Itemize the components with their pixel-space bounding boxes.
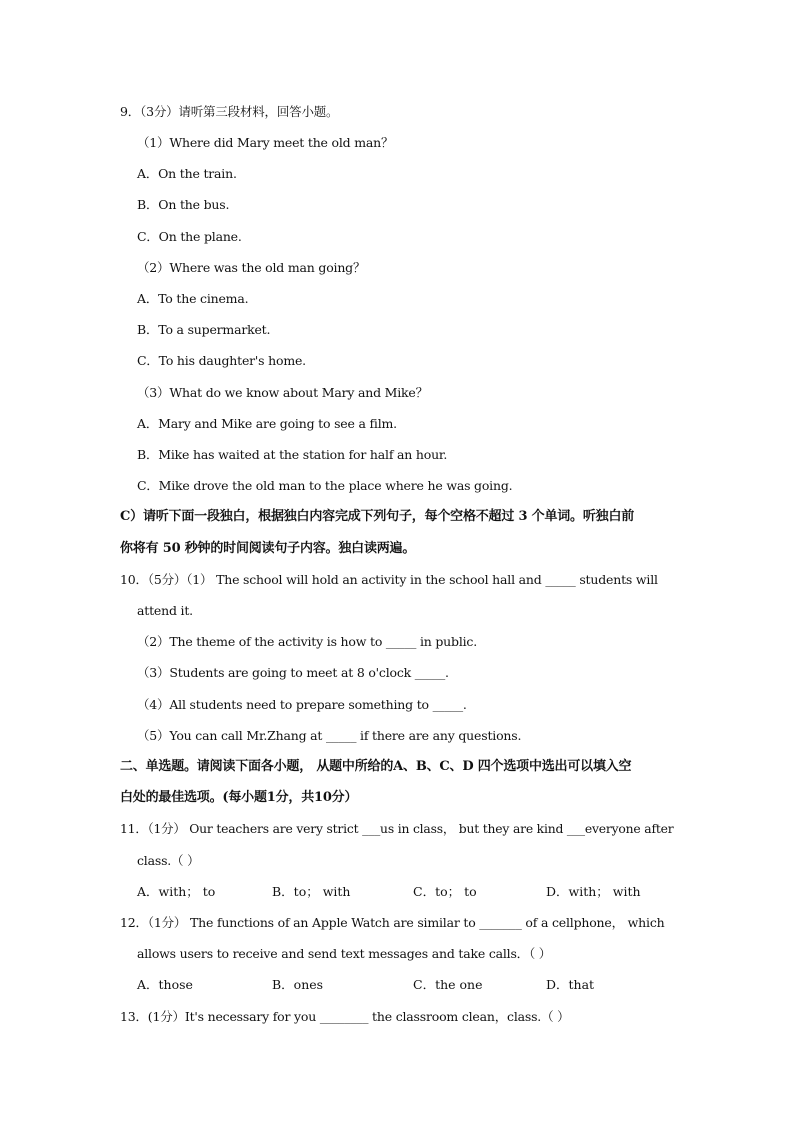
q12-option-c: C．the one bbox=[413, 977, 483, 992]
section-2-instruction-line1: 二、单选题。请阅读下面各小题， 从题中所给的A、B、C、D 四个选项中选出可以填入空 bbox=[120, 759, 632, 774]
q9-sub3-option-b: B．Mike has waited at the station for half an hour. bbox=[137, 447, 448, 462]
section-c-instruction-line2: 你将有 50 秒钟的时间阅读句子内容。独白读两遍。 bbox=[120, 541, 416, 556]
q9-sub1-option-b: B．On the bus. bbox=[137, 197, 230, 212]
q9-sub1-question: （1）Where did Mary meet the old man？ bbox=[137, 135, 394, 150]
q9-sub2-option-a: A．To the cinema. bbox=[137, 291, 249, 306]
q10-item-4: （4）All students need to prepare something to _____. bbox=[137, 697, 467, 712]
q10-item-3: （3）Students are going to meet at 8 o'clock _____. bbox=[137, 665, 449, 680]
q11-line2: class.（ ） bbox=[137, 853, 200, 868]
q9-sub2-question: （2）Where was the old man going？ bbox=[137, 260, 366, 275]
q12-line1: 12．（1分） The functions of an Apple Watch are similar to _______ of a cellphone， which bbox=[120, 915, 665, 930]
q11-option-d: D．with； with bbox=[546, 884, 641, 899]
q12-option-b: B．ones bbox=[272, 977, 324, 992]
q11-option-c: C．to； to bbox=[413, 884, 477, 899]
q13-line1: 13．(1分）It's necessary for you ________ the classroom clean，class.（ ） bbox=[120, 1009, 570, 1024]
q9-sub2-option-b: B．To a supermarket. bbox=[137, 322, 271, 337]
q9-header: 9．（3分）请听第三段材料，回答小题。 bbox=[120, 104, 339, 119]
q11-line1: 11．（1分） Our teachers are very strict ___us in class， but they are kind ___everyone after bbox=[120, 821, 674, 836]
q12-option-a: A．those bbox=[137, 977, 193, 992]
q9-sub2-option-c: C．To his daughter's home. bbox=[137, 353, 306, 368]
section-2-instruction-line2: 白处的最佳选项。(每小题1分，共10分） bbox=[120, 790, 358, 805]
q12-line2: allows users to receive and send text messages and take calls．（ ） bbox=[137, 946, 552, 961]
q10-item-5: （5）You can call Mr.Zhang at _____ if there are any questions. bbox=[137, 728, 522, 743]
q9-sub3-option-c: C．Mike drove the old man to the place where he was going. bbox=[137, 478, 513, 493]
q11-option-a: A．with； to bbox=[137, 884, 216, 899]
q10-line1: 10．（5分）（1） The school will hold an activity in the school hall and _____ students will bbox=[120, 572, 658, 587]
q10-line1-continued: attend it. bbox=[137, 603, 193, 618]
q9-sub1-option-c: C．On the plane. bbox=[137, 229, 242, 244]
q9-sub3-question: （3）What do we know about Mary and Mike？ bbox=[137, 385, 428, 400]
q10-item-2: （2）The theme of the activity is how to _____ in public. bbox=[137, 634, 477, 649]
q9-sub1-option-a: A．On the train. bbox=[137, 166, 237, 181]
q11-option-b: B．to； with bbox=[272, 884, 351, 899]
section-c-instruction-line1: C）请听下面一段独白，根据独白内容完成下列句子，每个空格不超过 3 个单词。听独白前 bbox=[120, 509, 635, 524]
q12-option-d: D．that bbox=[546, 977, 595, 992]
q9-sub3-option-a: A．Mary and Mike are going to see a film. bbox=[137, 416, 397, 431]
